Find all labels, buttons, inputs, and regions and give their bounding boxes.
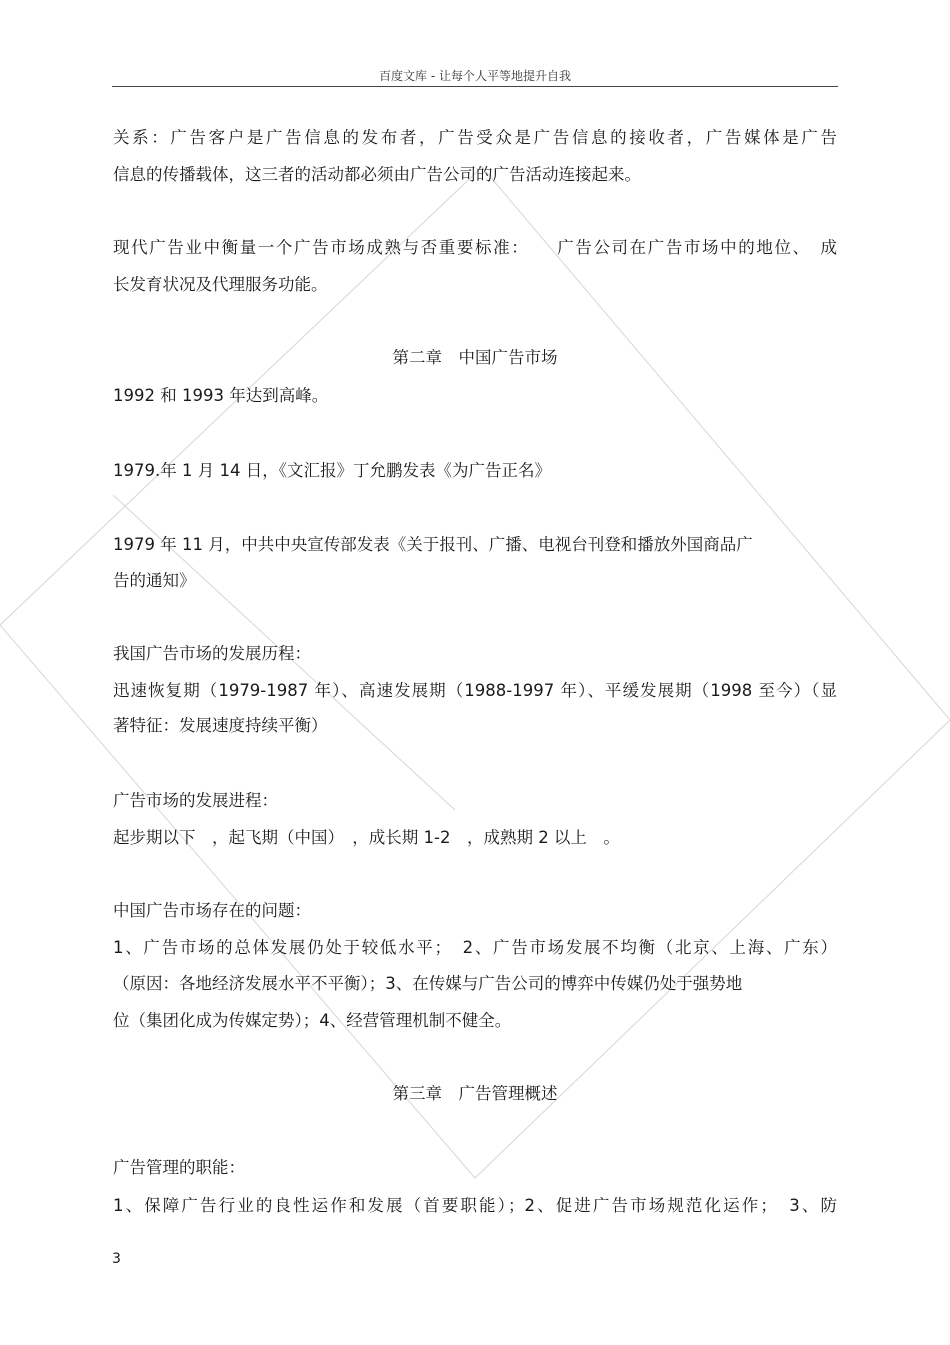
text-line: 广告市场的发展进程：: [113, 791, 278, 810]
text-line: 长发育状况及代理服务功能。: [113, 275, 328, 294]
text-line: 1、保障广告行业的良性运作和发展（首要职能）；2、促进广告市场规范化运作； 3、防: [113, 1196, 837, 1215]
text-line: 起步期以下 ，起飞期（中国） ，成长期 1-2 ，成熟期 2 以上 。: [113, 828, 620, 847]
text-line: 1979.年 1 月 14 日，《文汇报》丁允鹏发表《为广告正名》: [113, 461, 551, 480]
text-line: 现代广告业中衡量一个广告市场成熟与否重要标准： 广告公司在广告市场中的地位、 成: [113, 238, 837, 257]
chapter-heading: 第二章 中国广告市场: [392, 348, 558, 367]
text-line: 1992 和 1993 年达到高峰。: [113, 386, 329, 405]
page-number: 3: [112, 1251, 121, 1267]
text-line: 信息的传播载体，这三者的活动都必须由广告公司的广告活动连接起来。: [113, 165, 641, 184]
text-line: 著特征：发展速度持续平衡）: [113, 716, 328, 735]
text-line: （原因：各地经济发展水平不平衡）；3、在传媒与广告公司的博弈中传媒仍处于强势地: [113, 974, 743, 993]
text-line: 1、广告市场的总体发展仍处于较低水平； 2、广告市场发展不均衡（北京、上海、广东）: [113, 938, 837, 957]
text-line: 迅速恢复期（1979-1987 年）、高速发展期（1988-1997 年）、平缓发展期（1998 至今）（显: [113, 681, 837, 700]
text-line: 关系：广告客户是广告信息的发布者，广告受众是广告信息的接收者，广告媒体是广告: [113, 128, 837, 147]
page-header: 百度文库 - 让每个人平等地提升自我: [379, 69, 571, 83]
text-line: 告的通知》: [113, 571, 196, 590]
text-line: 位（集团化成为传媒定势）；4、经营管理机制不健全。: [113, 1011, 512, 1030]
text-line: 中国广告市场存在的问题：: [113, 901, 311, 920]
text-line: 广告管理的职能：: [113, 1158, 245, 1177]
text-line: 1979 年 11 月，中共中央宣传部发表《关于报刊、广播、电视台刊登和播放外国商品广: [113, 535, 753, 554]
text-line: 我国广告市场的发展历程：: [113, 644, 311, 663]
chapter-heading: 第三章 广告管理概述: [392, 1084, 558, 1103]
header-rule: [112, 86, 838, 87]
